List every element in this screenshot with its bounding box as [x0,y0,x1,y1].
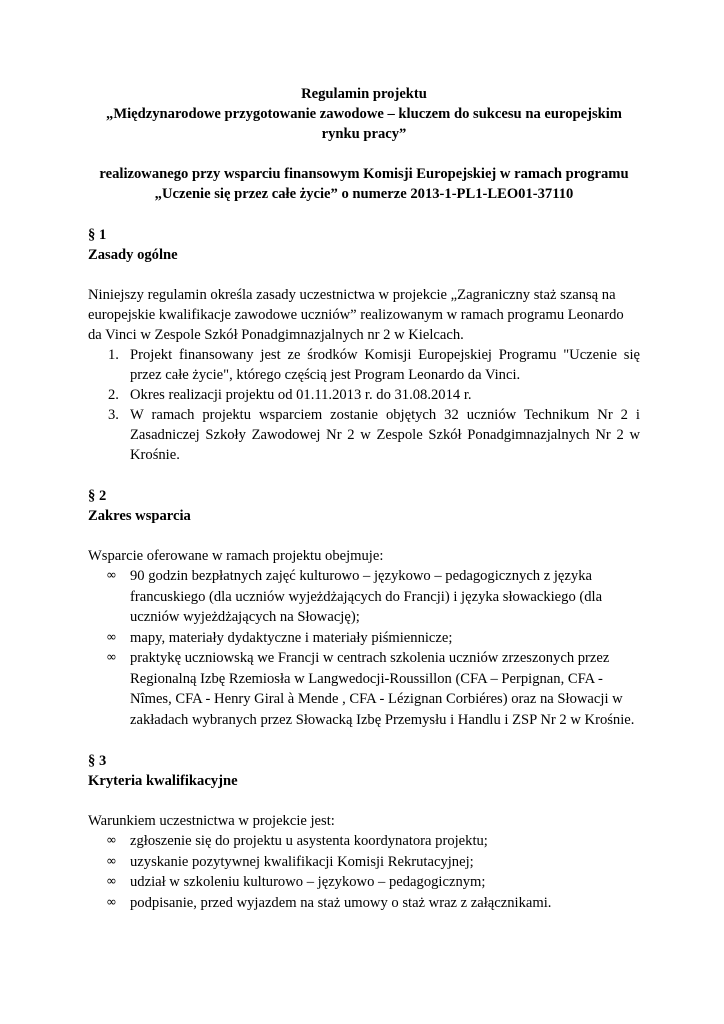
list-item [88,852,640,873]
infinity-bullet-icon: ∞ [106,568,117,583]
list-item-text: praktykę uczniowską we Francji w centrach szkolenia uczniów zrzeszonych przez Regionalną Izbę Rzemiosła w Langwedocji-Roussillon (CFA – Perpignan, CFA - Nîmes, CFA - Henry Giral à Mende , CFA - Lézignan Corbiéres) oraz na Słowacji w zakładach wybranych przez Słowacką Izbę Przemysłu i Handlu i ZSP Nr 2 w Krośnie. [130,650,635,728]
document-title [88,84,640,204]
section-3 [88,751,640,913]
list-item-number: 3. [108,407,119,423]
infinity-bullet-icon: ∞ [106,874,117,889]
section-2-heading: Zakres wsparcia [88,508,191,524]
list-item [88,566,640,628]
list-item [88,893,640,914]
list-item [88,345,640,385]
title-line-1: Regulamin projektu [301,86,427,102]
list-item-text: Okres realizacji projektu od 01.11.2013 r. do 31.08.2014 r. [130,387,472,403]
title-line-5: „Uczenie się przez całe życie” o numerze 2013-1-PL1-LEO01-37110 [154,186,574,202]
section-1-number: § 1 [88,227,107,243]
section-2-list [88,566,640,730]
document-page [88,84,640,913]
title-line-4: realizowanego przy wsparciu finansowym Komisji Europejskiej w ramach programu [99,166,629,182]
list-item-text: Projekt finansowany jest ze środków Komisji Europejskiej Programu "Uczenie się przez całe życie", którego częścią jest Program Leonardo da Vinci. [130,347,640,383]
title-line-2: „Międzynarodowe przygotowanie zawodowe – kluczem do sukcesu na europejskim [106,106,622,122]
section-2 [88,486,640,730]
list-item-number: 2. [108,387,119,403]
list-item-text: W ramach projektu wsparciem zostanie objętych 32 uczniów Technikum Nr 2 i Zasadniczej Szkoły Zawodowej Nr 2 w Zespole Szkół Ponadgimnazjalnych Nr 2 w Krośnie. [130,407,640,463]
section-1-list [88,345,640,465]
section-3-list [88,831,640,913]
section-2-intro: Wsparcie oferowane w ramach projektu obejmuje: [88,548,384,564]
infinity-bullet-icon: ∞ [106,894,117,910]
section-1-heading: Zasady ogólne [88,247,178,263]
list-item-text: mapy, materiały dydaktyczne i materiały piśmiennicze; [130,629,453,646]
section-1 [88,225,640,465]
section-2-number: § 2 [88,488,107,504]
infinity-bullet-icon: ∞ [106,853,117,869]
infinity-bullet-icon: ∞ [106,629,117,645]
list-item-number: 1. [108,347,119,363]
section-3-intro: Warunkiem uczestnictwa w projekcie jest: [88,813,335,829]
list-item-text: 90 godzin bezpłatnych zajęć kulturowo – językowo – pedagogicznych z języka francuskiego (dla uczniów wyjeżdżających do Francji) i języka słowackiego (dla uczniów wyjeżdżających na Słowację); [130,568,603,625]
section-3-number: § 3 [88,753,107,769]
infinity-bullet-icon: ∞ [106,650,117,665]
list-item [88,648,640,730]
list-item-text: udział w szkoleniu kulturowo – językowo – pedagogicznym; [130,874,486,890]
title-line-3: rynku pracy” [321,126,407,142]
list-item [88,405,640,465]
list-item-text: zgłoszenie się do projektu u asystenta koordynatora projektu; [130,833,488,849]
section-1-intro: Niniejszy regulamin określa zasady uczestnictwa w projekcie „Zagraniczny staż szansą na europejskie kwalifikacje zawodowe uczniów” realizowanym w ramach programu Leonardo da Vinci w Zespole Szkół Ponadgimnazjalnych nr 2 w Kielcach. [88,287,624,343]
list-item-text: uzyskanie pozytywnej kwalifikacji Komisji Rekrutacyjnej; [130,853,474,870]
infinity-bullet-icon: ∞ [106,833,117,848]
section-3-heading: Kryteria kwalifikacyjne [88,773,238,789]
list-item [88,831,640,852]
list-item [88,385,640,405]
list-item [88,872,640,893]
list-item-text: podpisanie, przed wyjazdem na staż umowy o staż wraz z załącznikami. [130,894,552,911]
list-item [88,628,640,649]
